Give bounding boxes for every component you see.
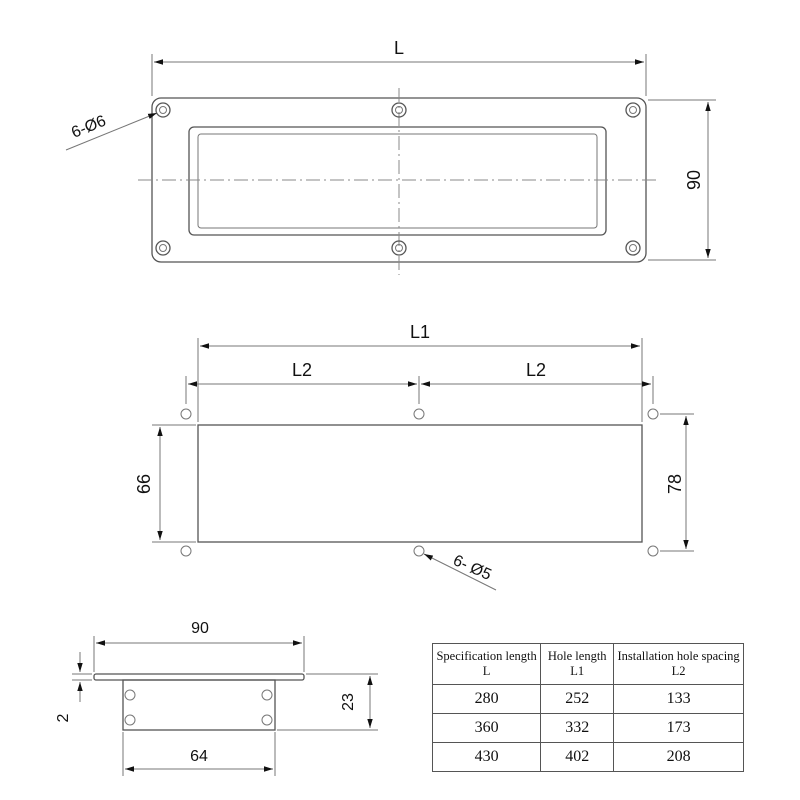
cell-L1: 332 <box>541 714 614 743</box>
dim-label-90: 90 <box>684 169 704 191</box>
spec-table <box>432 643 744 772</box>
cell-L2: 173 <box>614 714 744 743</box>
cell-L: 430 <box>433 743 541 772</box>
side-body <box>123 680 275 730</box>
spec-table-header <box>433 644 744 685</box>
dim-label-L2-right: L2 <box>525 360 547 380</box>
dim-label-L2-left: L2 <box>291 360 313 380</box>
dim-label-78: 78 <box>665 473 685 495</box>
cutout-holes <box>181 409 658 556</box>
dim-label-64: 64 <box>190 748 208 765</box>
header-spec-length: Specification length L <box>433 644 541 685</box>
dim-label-L: L <box>393 38 405 58</box>
cutout-view <box>134 322 694 590</box>
recess-inner <box>198 134 597 228</box>
table-row <box>433 743 744 772</box>
side-flange <box>94 674 304 680</box>
table-row <box>433 714 744 743</box>
recess-outer <box>189 127 606 235</box>
cell-L2: 208 <box>614 743 744 772</box>
dim-label-23: 23 <box>340 693 357 711</box>
cell-L2: 133 <box>614 685 744 714</box>
top-view <box>66 38 716 275</box>
hole-note-top: 6-Ø6 <box>69 112 109 142</box>
dim-label-side-90: 90 <box>191 620 209 637</box>
cell-L1: 252 <box>541 685 614 714</box>
mounting-holes <box>156 103 640 255</box>
cell-L: 280 <box>433 685 541 714</box>
header-hole-length: Hole length L1 <box>541 644 614 685</box>
cell-L: 360 <box>433 714 541 743</box>
header-hole-spacing: Installation hole spacing L2 <box>614 644 744 685</box>
side-view <box>55 620 378 776</box>
dim-label-66: 66 <box>134 473 154 495</box>
dim-label-L1: L1 <box>409 322 431 342</box>
cutout-outline <box>198 425 642 542</box>
dim-label-2: 2 <box>55 713 72 723</box>
hole-note-cutout: 6- Ø5 <box>450 552 494 584</box>
table-row <box>433 685 744 714</box>
cell-L1: 402 <box>541 743 614 772</box>
